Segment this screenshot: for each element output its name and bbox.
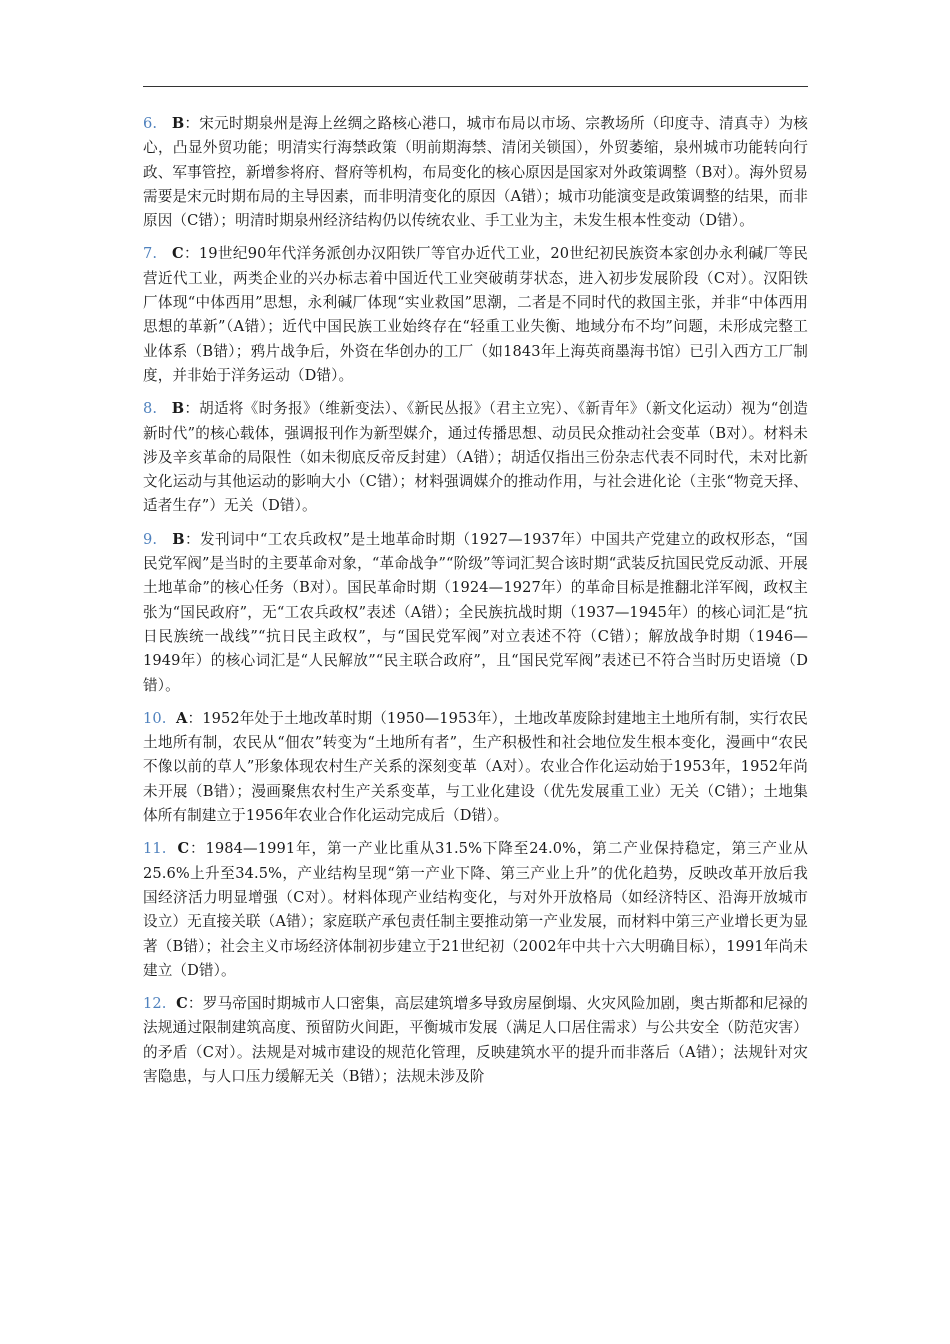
answer-item-9 [143, 528, 808, 698]
answer-letter: B [172, 530, 185, 548]
question-number: 6. [143, 115, 158, 132]
answer-item-11 [143, 837, 808, 983]
answer-letter: C [172, 245, 184, 263]
answer-item-10 [143, 707, 808, 828]
explanation-text: ：1952年处于土地改革时期（1950—1953年），土地改革废除封建地主土地所有制，实行农民土地所有制，农民从“佃农”转变为“土地所有者”，生产积极性和社会地位发生根本变化，漫画中“农民不像以前的草人”形象体现农村生产关系的深刻变革（A对）。农业合作化运动始于1953年，1952年尚未开展（B错）；漫画聚焦农村生产关系变革，与工业化建设（优先发展重工业）无关（C错）；土地集体所有制建立于1956年农业合作化运动完成后（D错）。 [143, 709, 808, 825]
question-number: 10. [143, 709, 167, 727]
question-number: 12. [143, 995, 167, 1013]
explanation-text: ：罗马帝国时期城市人口密集，高层建筑增多导致房屋倒塌、火灾风险加剧，奥古斯都和尼禄的法规通过限制建筑高度、预留防火间距，平衡城市发展（满足人口居住需求）与公共安全（防范灾害）的矛盾（C对）。法规是对城市建设的规范化管理，反映建筑水平的提升而非落后（A错）；法规针对灾害隐患，与人口压力缓解无关（B错）；法规未涉及阶 [143, 995, 808, 1085]
explanation-text: ：发刊词中“工农兵政权”是土地革命时期（1927—1937年）中国共产党建立的政权形态，“国民党军阀”是当时的主要革命对象，“革命战争”“阶级”等词汇契合该时期“武装反抗国民党反动派、开展土地革命”的核心任务（B对）。国民革命时期（1924—1927年）的革命目标是推翻北洋军阀，政权主张为“国民政府”，无“工农兵政权”表述（A错）；全民族抗战时期（1937—1945年）的核心词汇是“抗日民族统一战线”“抗日民主政权”，与“国民党军阀”对立表述不符（C错）；解放战争时期（1946—1949年）的核心词汇是“人民解放”“民主联合政府”，且“国民党军阀”表述已不符合当时历史语境（D错）。 [143, 530, 808, 694]
answer-letter: C [177, 840, 190, 858]
answer-item-7 [143, 242, 808, 388]
question-number: 8. [143, 400, 158, 418]
answer-letter: B [171, 400, 185, 418]
header-rule [143, 86, 808, 87]
question-number: 7. [143, 245, 158, 263]
question-number: 11. [143, 840, 167, 858]
answer-item-12 [143, 992, 808, 1089]
answer-letter: C [176, 995, 188, 1013]
explanation-text: ：1984—1991年，第一产业比重从31.5%下降至24.0%，第二产业保持稳定，第三产业从25.6%上升至34.5%，产业结构呈现“第一产业下降、第三产业上升”的优化趋势，反映改革开放后我国经济活力明显增强（C对）。材料体现产业结构变化，与对外开放格局（如经济特区、沿海开放城市设立）无直接关联（A错）；家庭联产承包责任制主要推动第一产业发展，而材料中第三产业增长更为显著（B错）；社会主义市场经济体制初步建立于21世纪初（2002年中共十六大明确目标），1991年尚未建立（D错）。 [143, 840, 808, 979]
answer-letter: A [176, 709, 188, 727]
answer-item-6 [143, 112, 808, 233]
explanation-text: ：胡适将《时务报》（维新变法）、《新民丛报》（君主立宪）、《新青年》（新文化运动）视为“创造新时代”的核心载体，强调报刊作为新型媒介，通过传播思想、动员民众推动社会变革（B对）。材料未涉及辛亥革命的局限性（如未彻底反帝反封建）（A错）；胡适仅指出三份杂志代表不同时代，未对比新文化运动与其他运动的影响大小（C错）；材料强调媒介的推动作用，与社会进化论（主张“物竞天择、适者生存”）无关（D错）。 [143, 400, 809, 515]
explanation-text: ：宋元时期泉州是海上丝绸之路核心港口，城市布局以市场、宗教场所（印度寺、清真寺）为核心，凸显外贸功能；明清实行海禁政策（明前期海禁、清闭关锁国），外贸萎缩，泉州城市功能转向行政、军事管控，新增参将府、督府等机构，布局变化的核心原因是国家对外政策调整（B对）。海外贸易需要是宋元时期布局的主导因素，而非明清变化的原因（A错）；城市功能演变是政策调整的结果，而非原因（C错）；明清时期泉州经济结构仍以传统农业、手工业为主，未发生根本性变动（D错）。 [143, 115, 808, 230]
answer-explanations [143, 112, 808, 1098]
explanation-text: ：19世纪90年代洋务派创办汉阳铁厂等官办近代工业，20世纪初民族资本家创办永利碱厂等民营近代工业，两类企业的兴办标志着中国近代工业突破萌芽状态，进入初步发展阶段（C对）。汉阳铁厂体现“中体西用”思想，永利碱厂体现“实业救国”思潮，二者是不同时代的救国主张，并非“中体西用思想的革新”（A错）；近代中国民族工业始终存在“轻重工业失衡、地域分布不均”问题，未形成完整工业体系（B错）；鸦片战争后，外资在华创办的工厂（如1843年上海英商墨海书馆）已引入西方工厂制度，并非始于洋务运动（D错）。 [143, 245, 808, 384]
answer-letter: B [171, 115, 185, 132]
answer-item-8 [143, 397, 808, 518]
question-number: 9. [143, 530, 158, 548]
